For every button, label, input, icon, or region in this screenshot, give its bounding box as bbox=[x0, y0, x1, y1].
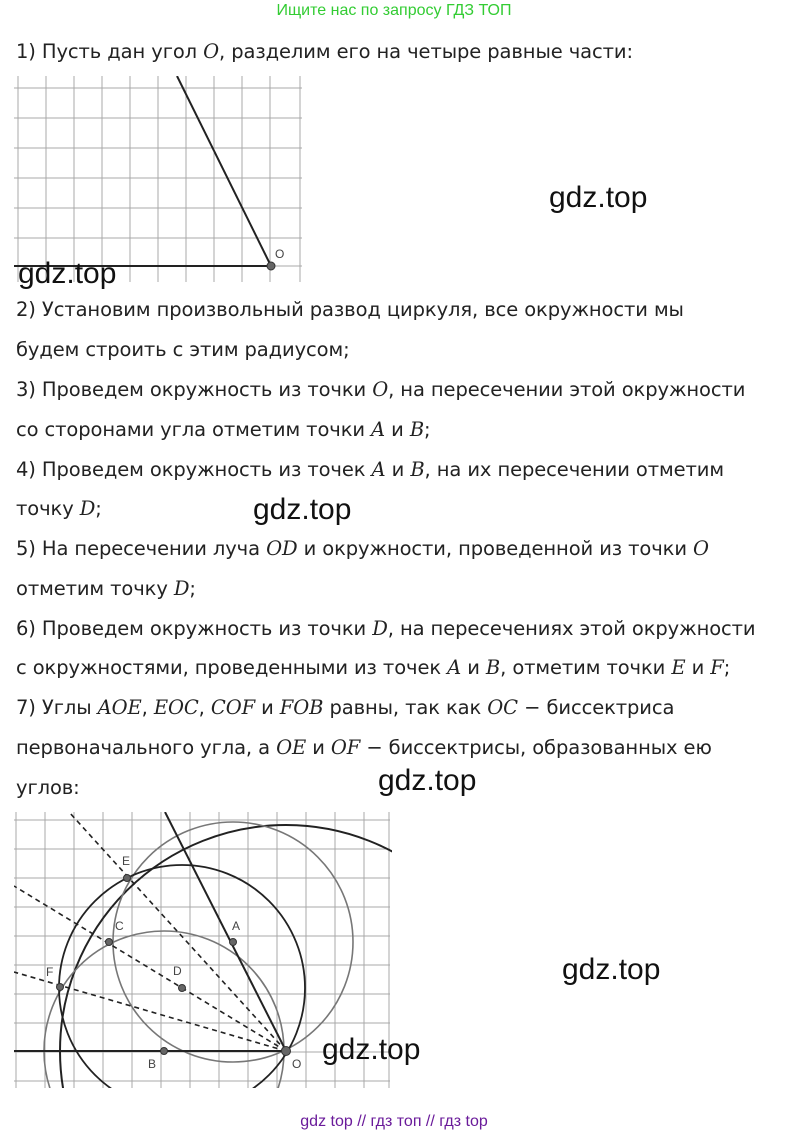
step-text: ; bbox=[189, 577, 196, 600]
math-var: O bbox=[372, 378, 389, 401]
step-3-line-1 bbox=[16, 378, 745, 401]
step-text: и bbox=[255, 696, 280, 719]
math-var: OC bbox=[487, 696, 519, 719]
step-text: и bbox=[461, 656, 486, 679]
step-4-line-2 bbox=[16, 497, 102, 520]
step-text: , bbox=[198, 696, 211, 719]
step-text: и bbox=[306, 736, 331, 759]
step-text: и bbox=[385, 458, 411, 481]
step-text: , на пересечениях этой окружности bbox=[387, 617, 756, 640]
math-var: D bbox=[173, 577, 190, 600]
label-o: O bbox=[275, 247, 285, 261]
watermark: gdz.top bbox=[549, 181, 648, 214]
label-f: F bbox=[46, 965, 54, 979]
point-o bbox=[282, 1047, 291, 1056]
step-text: , на пересечении этой окружности bbox=[388, 378, 746, 401]
step-4-line-1 bbox=[16, 458, 724, 481]
math-var: B bbox=[485, 656, 501, 679]
step-6-line-2 bbox=[16, 656, 730, 679]
math-var: OD bbox=[266, 537, 298, 560]
step-5-line-2 bbox=[16, 577, 196, 600]
point-a bbox=[230, 939, 237, 946]
step-text: равны, так как bbox=[323, 696, 488, 719]
grid bbox=[14, 76, 302, 282]
math-var: B bbox=[410, 458, 425, 481]
watermark: gdz.top bbox=[562, 953, 661, 986]
point-e bbox=[124, 875, 131, 882]
step-text: и bbox=[685, 656, 711, 679]
math-var: A bbox=[371, 458, 386, 481]
step-text: 4) Проведем окружность из точек bbox=[16, 458, 372, 481]
footer-links: gdz top // гдз топ // гдз top bbox=[300, 1113, 488, 1130]
point-f bbox=[57, 984, 64, 991]
step-text: − биссектриса bbox=[518, 696, 675, 719]
step-text: точку bbox=[16, 497, 80, 520]
math-var: OE bbox=[276, 736, 307, 759]
ray-of bbox=[14, 972, 286, 1051]
step-3-line-2 bbox=[16, 418, 431, 441]
figure-angle-o bbox=[14, 76, 306, 282]
step-text: , разделим его на четыре равные части: bbox=[219, 40, 633, 63]
step-6-line-1 bbox=[16, 617, 756, 640]
step-text: первоначального угла, а bbox=[16, 736, 277, 759]
step-text: 1) Пусть дан угол bbox=[16, 40, 204, 63]
step-1-line bbox=[16, 40, 633, 63]
label-b: B bbox=[148, 1057, 157, 1071]
math-var: FOB bbox=[279, 696, 324, 719]
step-2-line-1: 2) Установим произвольный развод циркуля, все окружности мы bbox=[16, 298, 684, 321]
step-7-line-3: углов: bbox=[16, 776, 80, 799]
watermark: gdz.top bbox=[322, 1033, 421, 1066]
step-text: и bbox=[385, 418, 410, 441]
math-var: D bbox=[79, 497, 96, 520]
label-d: D bbox=[173, 964, 182, 978]
watermark: gdz.top bbox=[18, 257, 117, 290]
math-var: D bbox=[372, 617, 388, 640]
step-text: отметим точку bbox=[16, 577, 174, 600]
label-a: A bbox=[232, 919, 241, 933]
point-o bbox=[267, 262, 275, 270]
math-var: O bbox=[693, 537, 709, 560]
math-var: A bbox=[371, 418, 386, 441]
math-var: O bbox=[203, 40, 220, 63]
step-text: 3) Проведем окружность из точки bbox=[16, 378, 373, 401]
label-e: E bbox=[122, 854, 131, 868]
step-text: − биссектрисы, образованных ею bbox=[360, 736, 712, 759]
step-text: , отметим точки bbox=[500, 656, 672, 679]
top-banner: Ищите нас по запросу ГДЗ ТОП bbox=[276, 2, 512, 19]
step-text: со сторонами угла отметим точки bbox=[16, 418, 372, 441]
step-5-line-1 bbox=[16, 537, 709, 560]
math-var: COF bbox=[210, 696, 256, 719]
circle-from-d bbox=[59, 865, 305, 1088]
step-text: 5) На пересечении луча bbox=[16, 537, 267, 560]
math-var: F bbox=[710, 656, 724, 679]
math-var: OF bbox=[330, 736, 361, 759]
point-b bbox=[161, 1048, 168, 1055]
step-text: и окружности, проведенной из точки bbox=[297, 537, 694, 560]
math-var: A bbox=[447, 656, 462, 679]
step-text: 7) Углы bbox=[16, 696, 98, 719]
math-var: AOE bbox=[97, 696, 142, 719]
step-text: , на их пересечении отметим bbox=[424, 458, 724, 481]
watermark: gdz.top bbox=[253, 493, 352, 526]
math-var: E bbox=[671, 656, 686, 679]
step-text: ; bbox=[95, 497, 102, 520]
step-7-line-1 bbox=[16, 696, 674, 719]
label-c: C bbox=[115, 919, 124, 933]
point-d bbox=[179, 985, 186, 992]
step-text: ; bbox=[723, 656, 731, 679]
step-text: , bbox=[141, 696, 154, 719]
step-text: с окружностями, проведенными из точек bbox=[16, 656, 448, 679]
math-var: EOC bbox=[153, 696, 199, 719]
watermark: gdz.top bbox=[378, 764, 477, 797]
step-text: ; bbox=[424, 418, 431, 441]
side-oa bbox=[165, 812, 286, 1051]
label-o: O bbox=[292, 1057, 302, 1071]
step-2-line-2: будем строить с этим радиусом; bbox=[16, 338, 350, 361]
math-var: B bbox=[409, 418, 425, 441]
step-text: 6) Проведем окружность из точки bbox=[16, 617, 373, 640]
point-c bbox=[106, 939, 113, 946]
step-7-line-2 bbox=[16, 736, 712, 759]
